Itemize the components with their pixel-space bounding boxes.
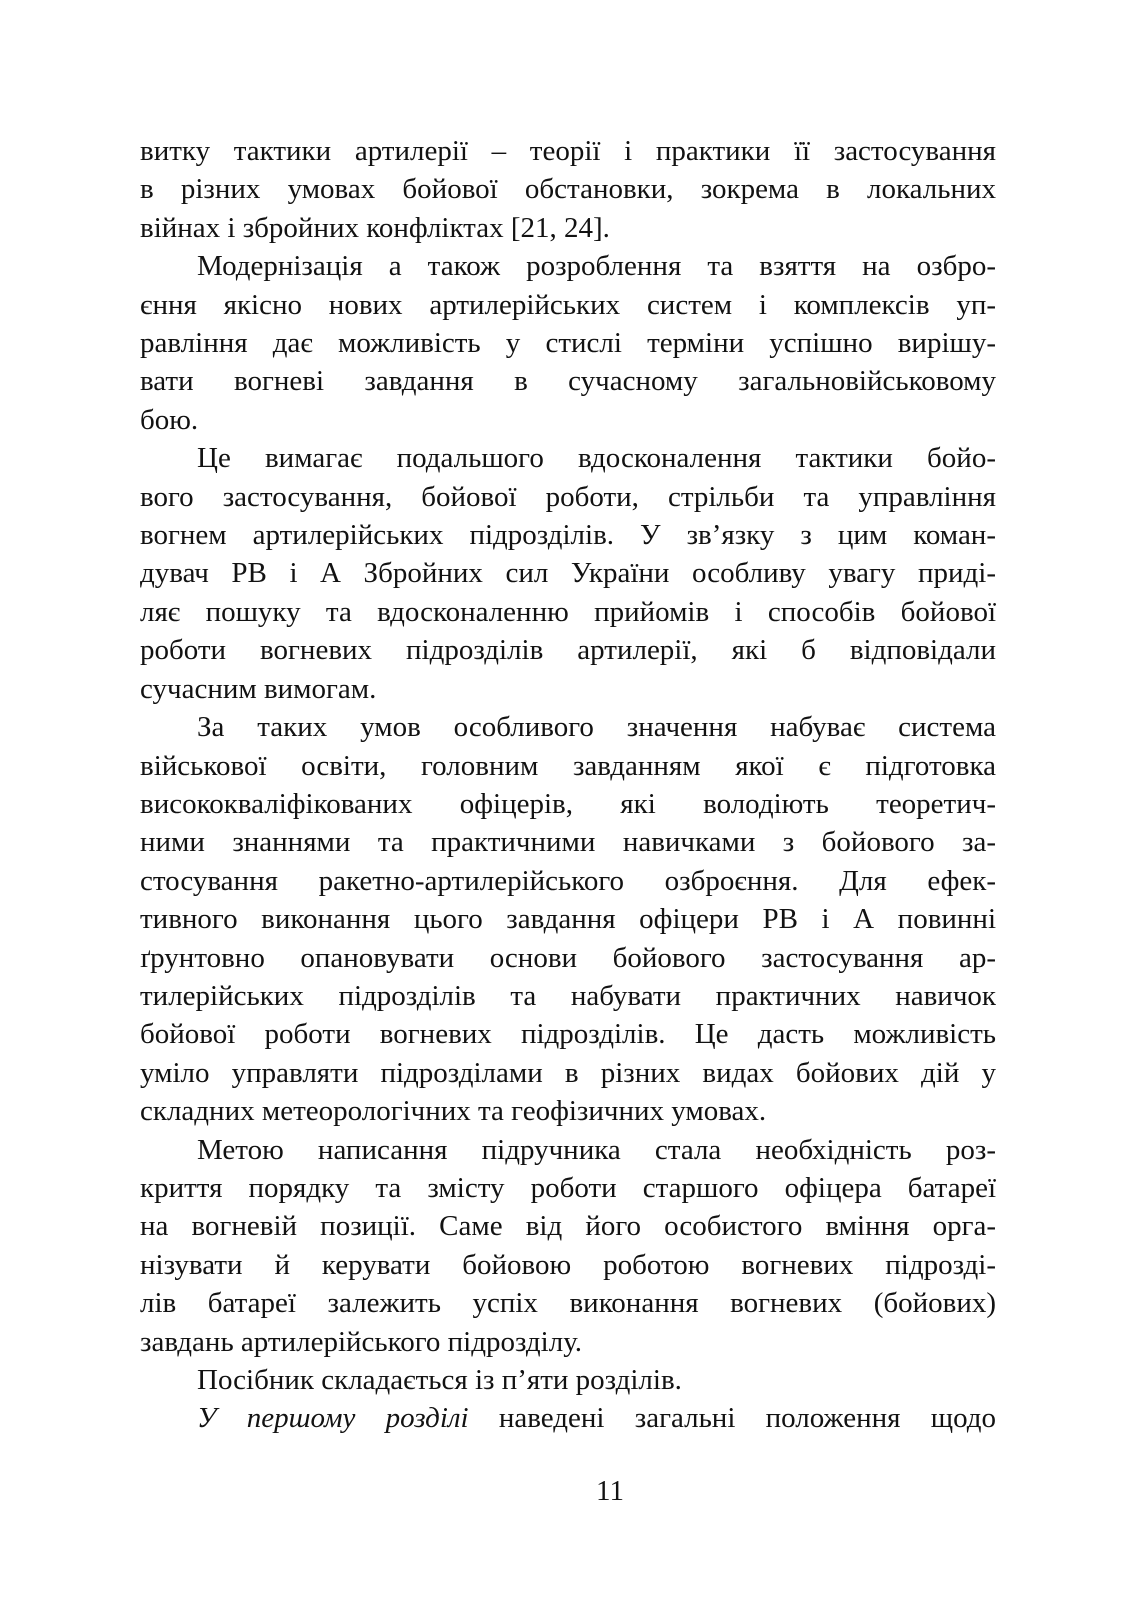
- text-run: дувач РВ і А Збройних сил України особливу увагу приді-: [140, 557, 996, 590]
- text-line: [140, 862, 996, 900]
- text-line: [140, 554, 996, 592]
- text-run: равління дає можливість у стислі терміни успішно вирішу-: [140, 327, 996, 360]
- text-run: сучасним вимогам.: [140, 672, 377, 705]
- text-run: бою.: [140, 403, 199, 436]
- text-run: криття порядку та змісту роботи старшого офіцера батареї: [140, 1171, 996, 1204]
- page-number: 11: [596, 1475, 624, 1507]
- text-line: [140, 209, 996, 247]
- text-run: висококваліфікованих офіцерів, які володіють теоретич-: [140, 787, 996, 820]
- text-run: уміло управляти підрозділами в різних видах бойових дій у: [140, 1056, 996, 1089]
- text-run: завдань артилерійського підрозділу.: [140, 1325, 583, 1358]
- text-run: в різних умовах бойової обстановки, зокрема в локальних: [140, 173, 996, 206]
- text-line: [140, 939, 996, 977]
- text-line: [140, 1054, 996, 1092]
- text-line: [140, 1323, 996, 1361]
- text-run: Це вимагає подальшого вдосконалення тактики бойо-: [197, 442, 996, 475]
- text-run: на вогневій позиції. Саме від його особистого вміння орга-: [140, 1210, 996, 1243]
- text-line: [140, 631, 996, 669]
- italic-text-run: У першому розділі: [197, 1402, 469, 1435]
- text-line: [140, 823, 996, 861]
- text-run: тилерійських підрозділів та набувати практичних навичок: [140, 979, 996, 1012]
- text-run: нізувати й керувати бойовою роботою вогневих підрозді-: [140, 1248, 996, 1281]
- text-line: [140, 170, 996, 208]
- text-run: бойової роботи вогневих підрозділів. Це дасть можливість: [140, 1018, 996, 1051]
- text-line: [140, 247, 996, 285]
- text-run: складних метеорологічних та геофізичних умовах.: [140, 1095, 767, 1128]
- text-line: [140, 1015, 996, 1053]
- text-line: [140, 1207, 996, 1245]
- text-line: [140, 401, 996, 439]
- text-line: [140, 478, 996, 516]
- text-block: [140, 132, 996, 1438]
- text-run: вогнем артилерійських підрозділів. У зв’язку з цим коман-: [140, 519, 996, 552]
- text-run: військової освіти, головним завданням якої є підготовка: [140, 749, 996, 782]
- text-line: [140, 516, 996, 554]
- text-line: [140, 439, 996, 477]
- text-run: Посібник складається із п’яти розділів.: [197, 1364, 682, 1396]
- text-run: ними знаннями та практичними навичками з бойового за-: [140, 826, 996, 859]
- text-line: [140, 132, 996, 170]
- text-run: витку тактики артилерії – теорії і практики її застосування: [140, 135, 996, 167]
- text-line: [140, 670, 996, 708]
- text-line: [140, 362, 996, 400]
- text-line: [140, 1092, 996, 1130]
- text-run: Модернізація а також розроблення та взяття на озбро-: [197, 250, 996, 283]
- text-line: [140, 785, 996, 823]
- text-line: [140, 977, 996, 1015]
- text-run: єння якісно нових артилерійських систем і комплексів уп-: [140, 288, 996, 321]
- text-run: вого застосування, бойової роботи, стрільби та управління: [140, 480, 996, 513]
- text-line: [140, 900, 996, 938]
- text-line: [140, 1399, 996, 1437]
- text-run: роботи вогневих підрозділів артилерії, які б відповідали: [140, 634, 996, 667]
- text-run: тивного виконання цього завдання офіцери РВ і А повинні: [140, 903, 996, 936]
- text-line: [140, 1131, 996, 1169]
- text-line: [140, 1246, 996, 1284]
- text-line: [140, 708, 996, 746]
- text-run: Метою написання підручника стала необхідність роз-: [197, 1133, 996, 1166]
- text-run: лів батареї залежить успіх виконання вогневих (бойових): [140, 1287, 996, 1320]
- text-run: За таких умов особливого значення набуває система: [197, 711, 996, 744]
- text-line: [140, 286, 996, 324]
- text-run: ґрунтовно опановувати основи бойового застосування ар-: [140, 941, 996, 974]
- text-line: [140, 1284, 996, 1322]
- text-line: [140, 593, 996, 631]
- text-run: ляє пошуку та вдосконаленню прийомів і способів бойової: [140, 595, 996, 628]
- text-run: наведені загальні положення щодо: [468, 1402, 996, 1435]
- text-line: [140, 1361, 996, 1399]
- text-line: [140, 324, 996, 362]
- text-line: [140, 747, 996, 785]
- text-line: [140, 1169, 996, 1207]
- text-run: стосування ракетно-артилерійського озброєння. Для ефек-: [140, 864, 996, 897]
- text-run: війнах і збройних конфліктах [21, 24].: [140, 211, 610, 244]
- text-run: вати вогневі завдання в сучасному загальновійськовому: [140, 365, 996, 398]
